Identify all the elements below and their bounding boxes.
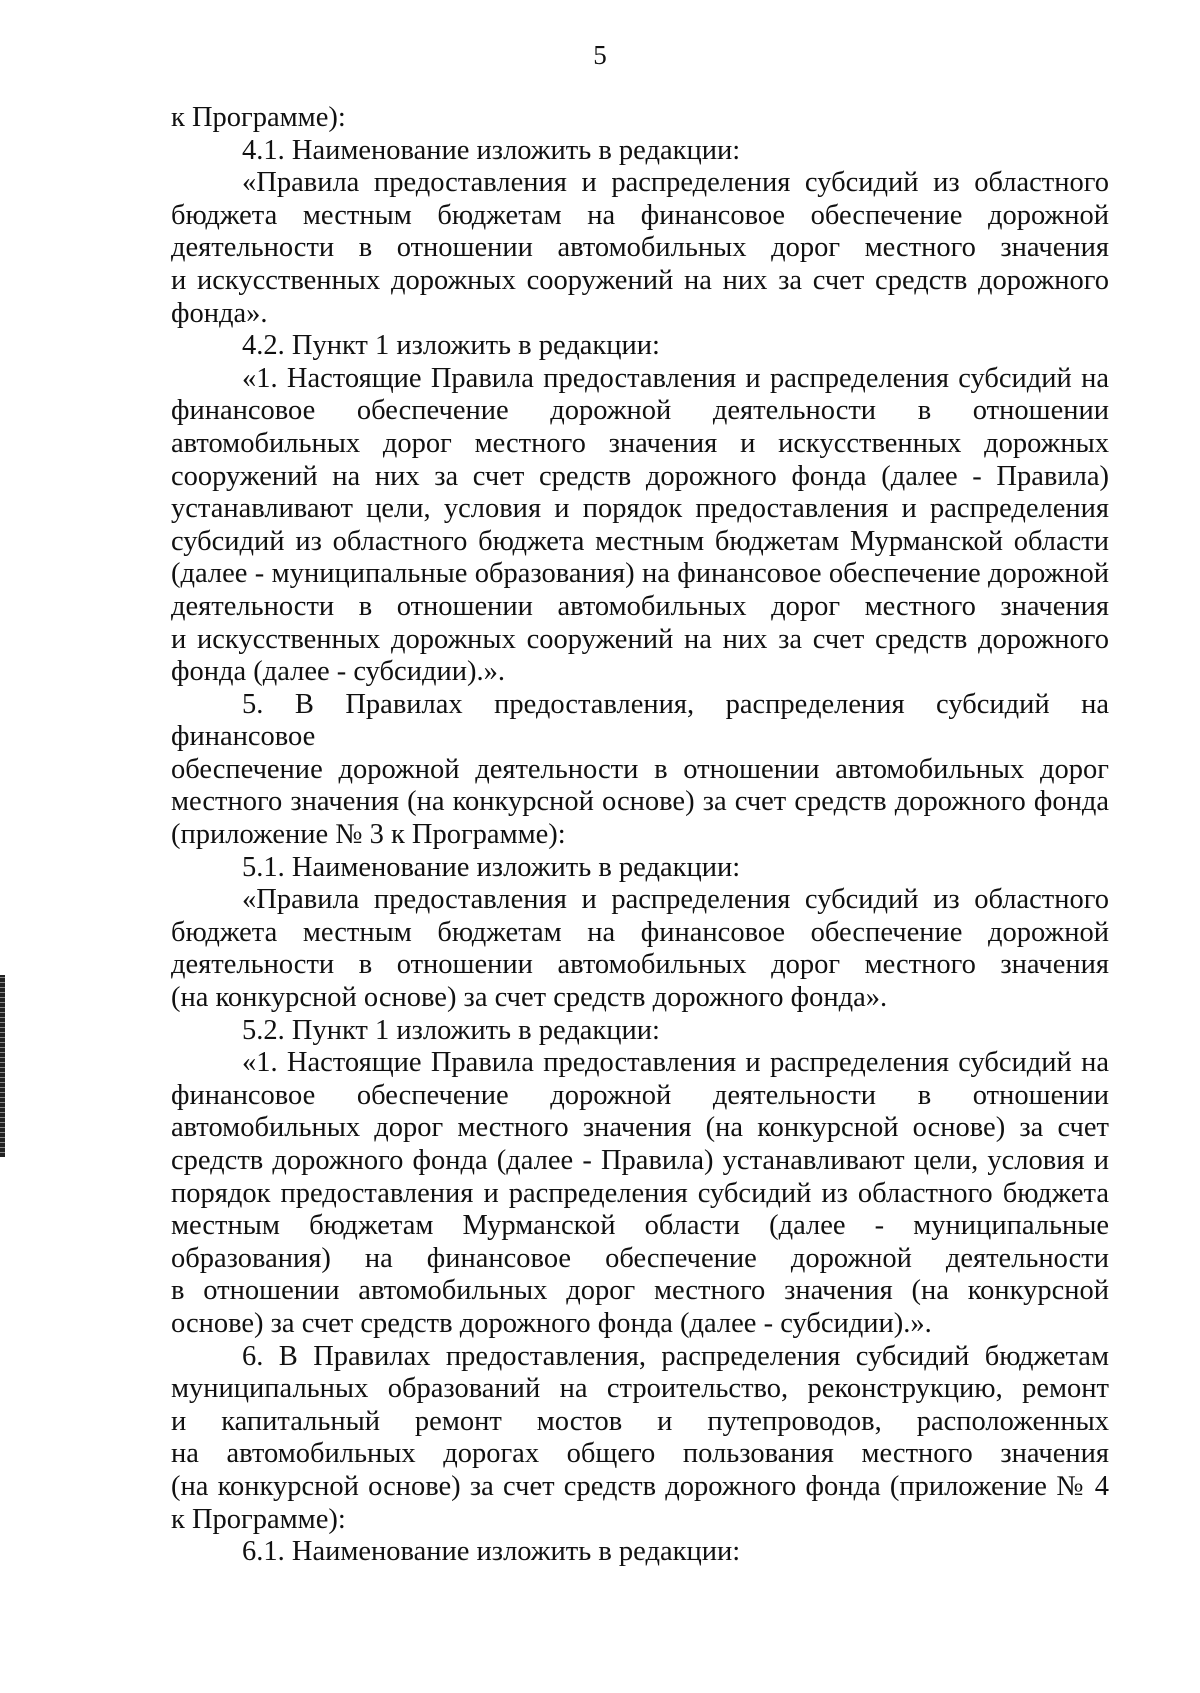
text-line: бюджета местным бюджетам на финансовое обеспечение дорожной xyxy=(171,916,1109,948)
text-line: к Программе): xyxy=(171,102,346,133)
text-line: финансовое обеспечение дорожной деятельности в отношении xyxy=(171,1079,1109,1111)
text-line: сооружений на них за счет средств дорожного фонда (далее - Правила) xyxy=(171,460,1109,492)
text-line: автомобильных дорог местного значения и искусственных дорожных xyxy=(171,427,1109,459)
text-line: «Правила предоставления и распределения субсидий из областного xyxy=(242,884,1109,916)
text-line: основе) за счет средств дорожного фонда (далее - субсидии).». xyxy=(171,1307,932,1339)
text-line: 5. В Правилах предоставления, распределения субсидий на финансовое xyxy=(171,688,1109,753)
text-line: и искусственных дорожных сооружений на них за счет средств дорожного xyxy=(171,623,1109,655)
text-line: деятельности в отношении автомобильных дорог местного значения xyxy=(171,590,1109,622)
text-line: порядок предоставления и распределения субсидий из областного бюджета xyxy=(171,1177,1109,1209)
text-line: деятельности в отношении автомобильных дорог местного значения xyxy=(171,232,1109,264)
text-line: местного значения (на конкурсной основе) за счет средств дорожного фонда xyxy=(171,786,1109,818)
page-number: 5 xyxy=(593,40,607,70)
text-line: (на конкурсной основе) за счет средств дорожного фонда (приложение № 4 xyxy=(171,1470,1109,1502)
document-body xyxy=(171,102,1109,1569)
text-line: устанавливают цели, условия и порядок предоставления и распределения xyxy=(171,493,1109,525)
text-line: местным бюджетам Мурманской области (далее - муниципальные xyxy=(171,1210,1109,1242)
text-line: финансовое обеспечение дорожной деятельности в отношении xyxy=(171,395,1109,427)
text-line: образования) на финансовое обеспечение дорожной деятельности xyxy=(171,1242,1109,1274)
text-line: «1. Настоящие Правила предоставления и распределения субсидий на xyxy=(242,1047,1109,1079)
text-line: «Правила предоставления и распределения субсидий из областного xyxy=(242,167,1109,199)
text-line: средств дорожного фонда (далее - Правила) устанавливают цели, условия и xyxy=(171,1145,1109,1176)
text-line: в отношении автомобильных дорог местного значения (на конкурсной xyxy=(171,1275,1109,1307)
text-line: субсидий из областного бюджета местным бюджетам Мурманской области xyxy=(171,525,1109,557)
text-line: 6. В Правилах предоставления, распределения субсидий бюджетам xyxy=(242,1340,1109,1372)
text-line: фонда (далее - субсидии).». xyxy=(171,656,505,688)
scan-binding-mark xyxy=(0,975,5,1157)
text-line: 4.1. Наименование изложить в редакции: xyxy=(242,134,741,166)
text-line: 6.1. Наименование изложить в редакции: xyxy=(242,1536,741,1568)
text-line: 4.2. Пункт 1 изложить в редакции: xyxy=(242,330,660,362)
text-line: 5.1. Наименование изложить в редакции: xyxy=(242,851,741,883)
text-line: и искусственных дорожных сооружений на них за счет средств дорожного xyxy=(171,264,1109,296)
text-line: муниципальных образований на строительство, реконструкцию, ремонт xyxy=(171,1373,1109,1405)
text-line: на автомобильных дорогах общего пользования местного значения xyxy=(171,1438,1109,1470)
text-line: бюджета местным бюджетам на финансовое обеспечение дорожной xyxy=(171,199,1109,231)
text-line: (на конкурсной основе) за счет средств дорожного фонда». xyxy=(171,982,888,1014)
text-line: (приложение № 3 к Программе): xyxy=(171,819,566,851)
text-line: и капитальный ремонт мостов и путепроводов, расположенных xyxy=(171,1405,1109,1437)
text-line: (далее - муниципальные образования) на финансовое обеспечение дорожной xyxy=(171,558,1109,590)
text-line: 5.2. Пункт 1 изложить в редакции: xyxy=(242,1014,660,1046)
text-line: «1. Настоящие Правила предоставления и распределения субсидий на xyxy=(242,362,1109,394)
text-line: деятельности в отношении автомобильных дорог местного значения xyxy=(171,949,1109,981)
text-line: фонда». xyxy=(171,297,268,329)
text-line: автомобильных дорог местного значения (на конкурсной основе) за счет xyxy=(171,1112,1109,1144)
text-line: к Программе): xyxy=(171,1503,346,1535)
text-line: обеспечение дорожной деятельности в отношении автомобильных дорог xyxy=(171,753,1109,785)
